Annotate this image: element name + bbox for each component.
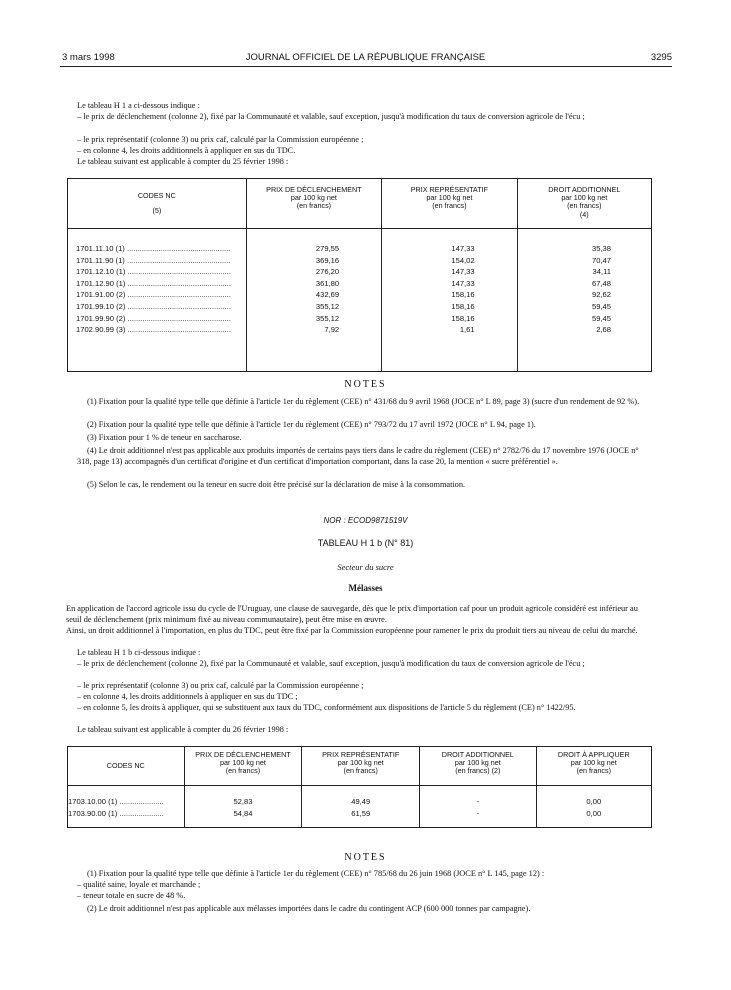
notes-heading: NOTES xyxy=(344,379,387,390)
table-row: 1701.91.00 (2) ................................................. xyxy=(76,290,231,300)
intro-b-line: – le prix représentatif (colonne 3) ou prix caf, calculé par la Commission européenne ; xyxy=(77,681,364,690)
header-rule xyxy=(60,66,672,67)
intro-b-line: Le tableau H 1 b ci-dessous indique : xyxy=(77,648,201,657)
note-item: (3) Fixation pour 1 % de teneur en saccharose. xyxy=(87,433,242,442)
intro-b-line: – en colonne 5, les droits à appliquer, qui se substituent aux taux du TDC, conformément aux dispositions de l'article 5 du règlement (CE) n° 1422/95. xyxy=(77,703,576,712)
col-prix-declenchement: 52,83 54,84 xyxy=(184,786,302,828)
intro-a-line: – le prix de déclenchement (colonne 2), fixé par la Communauté et valable, sauf exception, jusqu'à modification du taux de conversion agricole de l'écu ; xyxy=(77,112,585,121)
intro-a-line: Le tableau H 1 a ci-dessous indique : xyxy=(77,101,200,110)
header-date: 3 mars 1998 xyxy=(62,52,115,63)
intro-a-line: – le prix représentatif (colonne 3) ou prix caf, calculé par la Commission européenne ; xyxy=(77,135,364,144)
intro-a-line: Le tableau suivant est applicable à compter du 25 février 1998 : xyxy=(77,157,289,166)
col-header-droit-additionnel: DROIT ADDITIONNEL par 100 kg net (en francs) (4) xyxy=(517,179,651,229)
table-row: 1703.10.00 (1) ..................... xyxy=(68,797,164,806)
col-droit-a-appliquer: 0,00 0,00 xyxy=(536,786,651,828)
col-prix-representatif: 49,49 61,59 xyxy=(302,786,420,828)
note-item: (2) Fixation pour la qualité type telle que définie à l'article 1er du règlement (CEE) n° 793/72 du 17 avril 1972 (JOCE n° L 94, page 1). xyxy=(87,420,536,429)
table-row: 1701.99.10 (2) ................................................. xyxy=(76,301,231,311)
table-row: 1702.90.99 (3) ................................................. xyxy=(76,325,231,335)
intro-b-line: Ainsi, un droit additionnel à l'importation, en plus du TDC, peut être fixé par la Commission européenne pour ramener le prix du produit tiers au niveau de celui du marché. xyxy=(66,626,638,635)
col-droit-additionnel: 35,38 70,47 34,11 67,48 92,62 59,45 59,45 2,68 xyxy=(517,229,651,372)
note-item: (1) Fixation pour la qualité type telle que définie à l'article 1er du règlement (CEE) n° 785/68 du 26 juin 1968 (JOCE n° L 145, page 12) : xyxy=(87,869,545,878)
col-header-prix-representatif: PRIX REPRÉSENTATIF par 100 kg net (en francs) xyxy=(302,747,420,786)
table-h1b xyxy=(67,746,652,828)
col-header-prix-declenchement: PRIX DE DÉCLENCHEMENT par 100 kg net (en francs) xyxy=(246,179,381,229)
col-header-prix-declenchement: PRIX DE DÉCLENCHEMENT par 100 kg net (en francs) xyxy=(184,747,302,786)
note-item: (1) Fixation pour la qualité type telle que définie à l'article 1er du règlement (CEE) n° 431/68 du 9 avril 1968 (JOCE n° L 89, page 3) (sucre d'un rendement de 92 %). xyxy=(87,397,640,406)
section-heading-melasses: Mélasses xyxy=(348,583,383,593)
tableau-title: TABLEAU H 1 b (N° 81) xyxy=(317,538,414,548)
note-item: (5) Selon le cas, le rendement ou la teneur en sucre doit être précisé sur la déclaration de mise à la consommation. xyxy=(87,480,466,489)
col-header-codes: CODES NC (5) xyxy=(68,179,247,229)
table-row: 1701.11.90 (1) ................................................. xyxy=(76,255,231,265)
col-droit-additionnel: - - xyxy=(420,786,537,828)
secteur-subtitle: Secteur du sucre xyxy=(337,562,394,572)
header-journal: JOURNAL OFFICIEL DE LA RÉPUBLIQUE FRANÇAISE xyxy=(245,52,486,63)
table-row: 1701.12.10 (1) ................................................. xyxy=(76,267,231,277)
nor-reference: NOR : ECOD9871519V xyxy=(323,516,408,525)
col-prix-declenchement: 279,55 369,16 276,20 361,80 432,69 355,12 355,12 7,92 xyxy=(246,229,381,372)
note-item: (2) Le droit additionnel n'est pas applicable aux mélasses importées dans le cadre du contingent ACP (600 000 tonnes par campagne). xyxy=(87,904,531,913)
col-header-prix-representatif: PRIX REPRÉSENTATIF par 100 kg net (en francs) xyxy=(382,179,517,229)
intro-b-line: Le tableau suivant est applicable à compter du 26 février 1998 : xyxy=(77,725,289,734)
note-item: – qualité saine, loyale et marchande ; xyxy=(77,880,201,889)
notes-heading: NOTES xyxy=(344,852,387,863)
col-prix-representatif: 147,33 154,02 147,33 147,33 158,16 158,16 158,16 1,61 xyxy=(382,229,517,372)
intro-b-line: En application de l'accord agricole issu du cycle de l'Uruguay, une clause de sauvegarde, dès que le prix d'importation caf pour un produit agricole considéré est inférieur au seuil de déclenchement (prix minimum fixé au niveau communautaire), peut être mise en œuvre. xyxy=(66,604,638,624)
table-row: 1701.99.90 (2) ................................................. xyxy=(76,313,231,323)
header-page-number: 3295 xyxy=(650,52,672,63)
note-item: – teneur totale en sucre de 48 %. xyxy=(77,891,186,900)
table-row: 1701.12.90 (1) ................................................. xyxy=(76,278,231,288)
table-row: 1703.90.00 (1) ..................... xyxy=(68,808,164,818)
intro-a-line: – en colonne 4, les droits additionnels à appliquer en sus du TDC. xyxy=(77,146,296,155)
table-row: 1701.11.10 (1) ................................................. xyxy=(76,244,231,253)
intro-b-line: – le prix de déclenchement (colonne 2), fixé par la Communauté et valable, sauf exception, jusqu'à modification du taux de conversion agricole de l'écu ; xyxy=(77,659,585,668)
col-header-droit-additionnel: DROIT ADDITIONNEL par 100 kg net (en francs) (2) xyxy=(420,747,537,786)
col-header-droit-a-appliquer: DROIT À APPLIQUER par 100 kg net (en francs) xyxy=(536,747,651,786)
col-codes xyxy=(68,229,247,372)
table-h1a xyxy=(67,178,652,372)
note-item: (4) Le droit additionnel n'est pas applicable aux produits importés de certains pays tiers dans le cadre du règlement (CEE) n° 2782/76 du 17 novembre 1976 (JOCE n° 318, page 13) accompagnés d'un certificat d'origine et d'un certificat d'importation comportant, dans la case 20, la mention « sucre préférentiel ». xyxy=(77,446,639,466)
intro-b-line: – en colonne 4, les droits additionnels à appliquer en sus du TDC ; xyxy=(77,692,298,701)
col-header-codes: CODES NC xyxy=(68,747,185,786)
col-codes xyxy=(68,786,185,828)
